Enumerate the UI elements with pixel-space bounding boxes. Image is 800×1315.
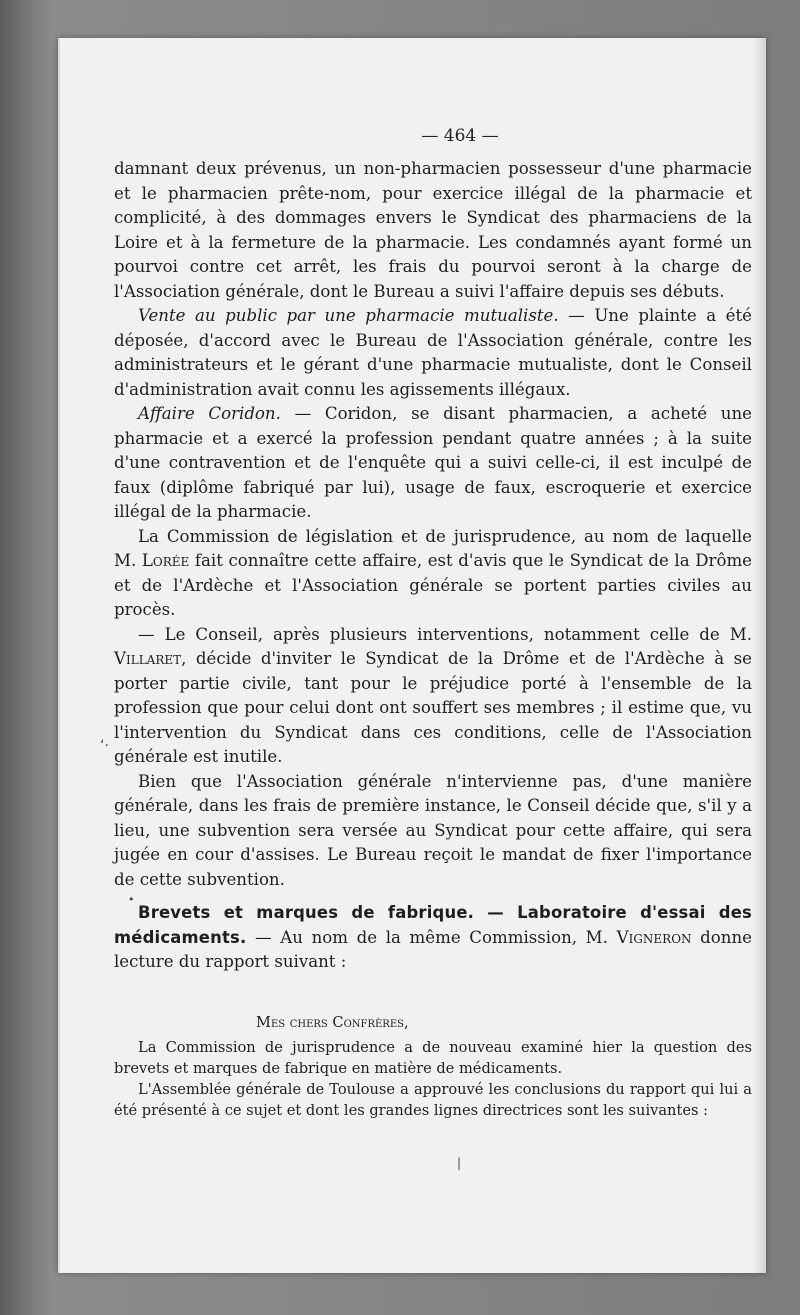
page-speck: | <box>457 1156 462 1170</box>
report-paragraph-1: La Commission de jurisprudence a de nouveau examiné hier la question des brevets et marques de fabrique en matière de médicaments. <box>114 1039 752 1077</box>
report-salutation: Mes chers Confrères, <box>256 1014 409 1031</box>
paragraph-5-text-a: — Le Conseil, après plusieurs interventions, notamment celle de M. <box>138 624 752 644</box>
paragraph-4 <box>114 525 752 623</box>
paragraph-2-title: Vente au public par une pharmacie mutualiste. <box>138 306 559 325</box>
person-name-villaret: Villaret <box>114 649 182 668</box>
paragraph-2 <box>114 304 752 402</box>
paragraph-4-text-b: fait connaître cette affaire, est d'avis que le Syndicat de la Drôme et de l'Ardèche et l'Association générale se portent parties civiles au procès. <box>114 551 752 619</box>
main-text <box>114 157 752 975</box>
paragraph-6: Bien que l'Association générale n'intervienne pas, d'une manière générale, dans les frais de première instance, le Conseil décide que, s'il y a lieu, une subvention sera versée au Syndicat pour cette affaire, qui sera jugée en cour d'assises. Le Bureau reçoit le mandat de fixer l'importance de cette subvention. <box>114 771 752 889</box>
paragraph-5-text-b: , décide d'inviter le Syndicat de la Drôme et de l'Ardèche à se porter partie civile, tant pour le préjudice porté à l'ensemble de la profession que pour celui dont ont souffert ses membres ; il estime que, vu l'intervention du Syndicat dans ces conditions, celle de l'Association générale est inutile. <box>114 649 752 766</box>
paragraph-3 <box>114 402 752 525</box>
paragraph-5 <box>114 623 752 770</box>
paragraph-7-text-b: donne lecture du rapport suivant : <box>114 927 752 971</box>
margin-dot: • <box>128 893 135 906</box>
report-quote <box>114 1012 752 1121</box>
person-name-loree: Lorée <box>141 551 190 570</box>
paragraph-2-text: — Une plainte a été déposée, d'accord avec le Bureau de l'Association générale, contre les administrateurs et le gérant d'une pharmacie mutualiste, dont le Conseil d'administration avait connu les agissements illégaux. <box>114 306 752 399</box>
paragraph-3-title: Affaire Coridon. <box>138 404 281 423</box>
paragraph-3-text: — Coridon, se disant pharmacien, a acheté une pharmacie et a exercé la profession pendant quatre années ; à la suite d'une contravention et de l'enquête qui a suivi celle-ci, il est inculpé de faux (diplôme fabriqué par lui), usage de faux, escroquerie et exercice illégal de la pharmacie. <box>114 404 752 521</box>
person-name-vigneron: Vigneron <box>616 927 692 947</box>
paragraph-1: damnant deux prévenus, un non-pharmacien possesseur d'une pharmacie et le pharmacien prête-nom, pour exercice illégal de la pharmacie et complicité, à des dommages envers le Syndicat des pharmaciens de la Loire et à la fermeture de la pharmacie. Les condamnés ayant formé un pourvoi contre cet arrêt, les frais du pourvoi seront à la charge de l'Association générale, dont le Bureau a suivi l'affaire depuis ses débuts. <box>114 159 752 301</box>
paragraph-4-text-a: La Commission de législation et de jurisprudence, au nom de laquelle M. <box>114 526 752 570</box>
report-paragraph-2: L'Assemblée générale de Toulouse a approuvé les conclusions du rapport qui lui a été présenté à ce sujet et dont les grandes lignes directrices sont les suivantes : <box>114 1081 752 1119</box>
margin-mark: ‘⋅ <box>100 738 109 754</box>
paragraph-7-text-a: — Au nom de la même Commission, M. <box>255 927 617 947</box>
paragraph-7 <box>114 901 752 975</box>
section-heading: Brevets et marques de fabrique. — Laboratoire d'essai des médicaments. <box>114 903 752 947</box>
page-number: — 464 — <box>421 126 499 146</box>
